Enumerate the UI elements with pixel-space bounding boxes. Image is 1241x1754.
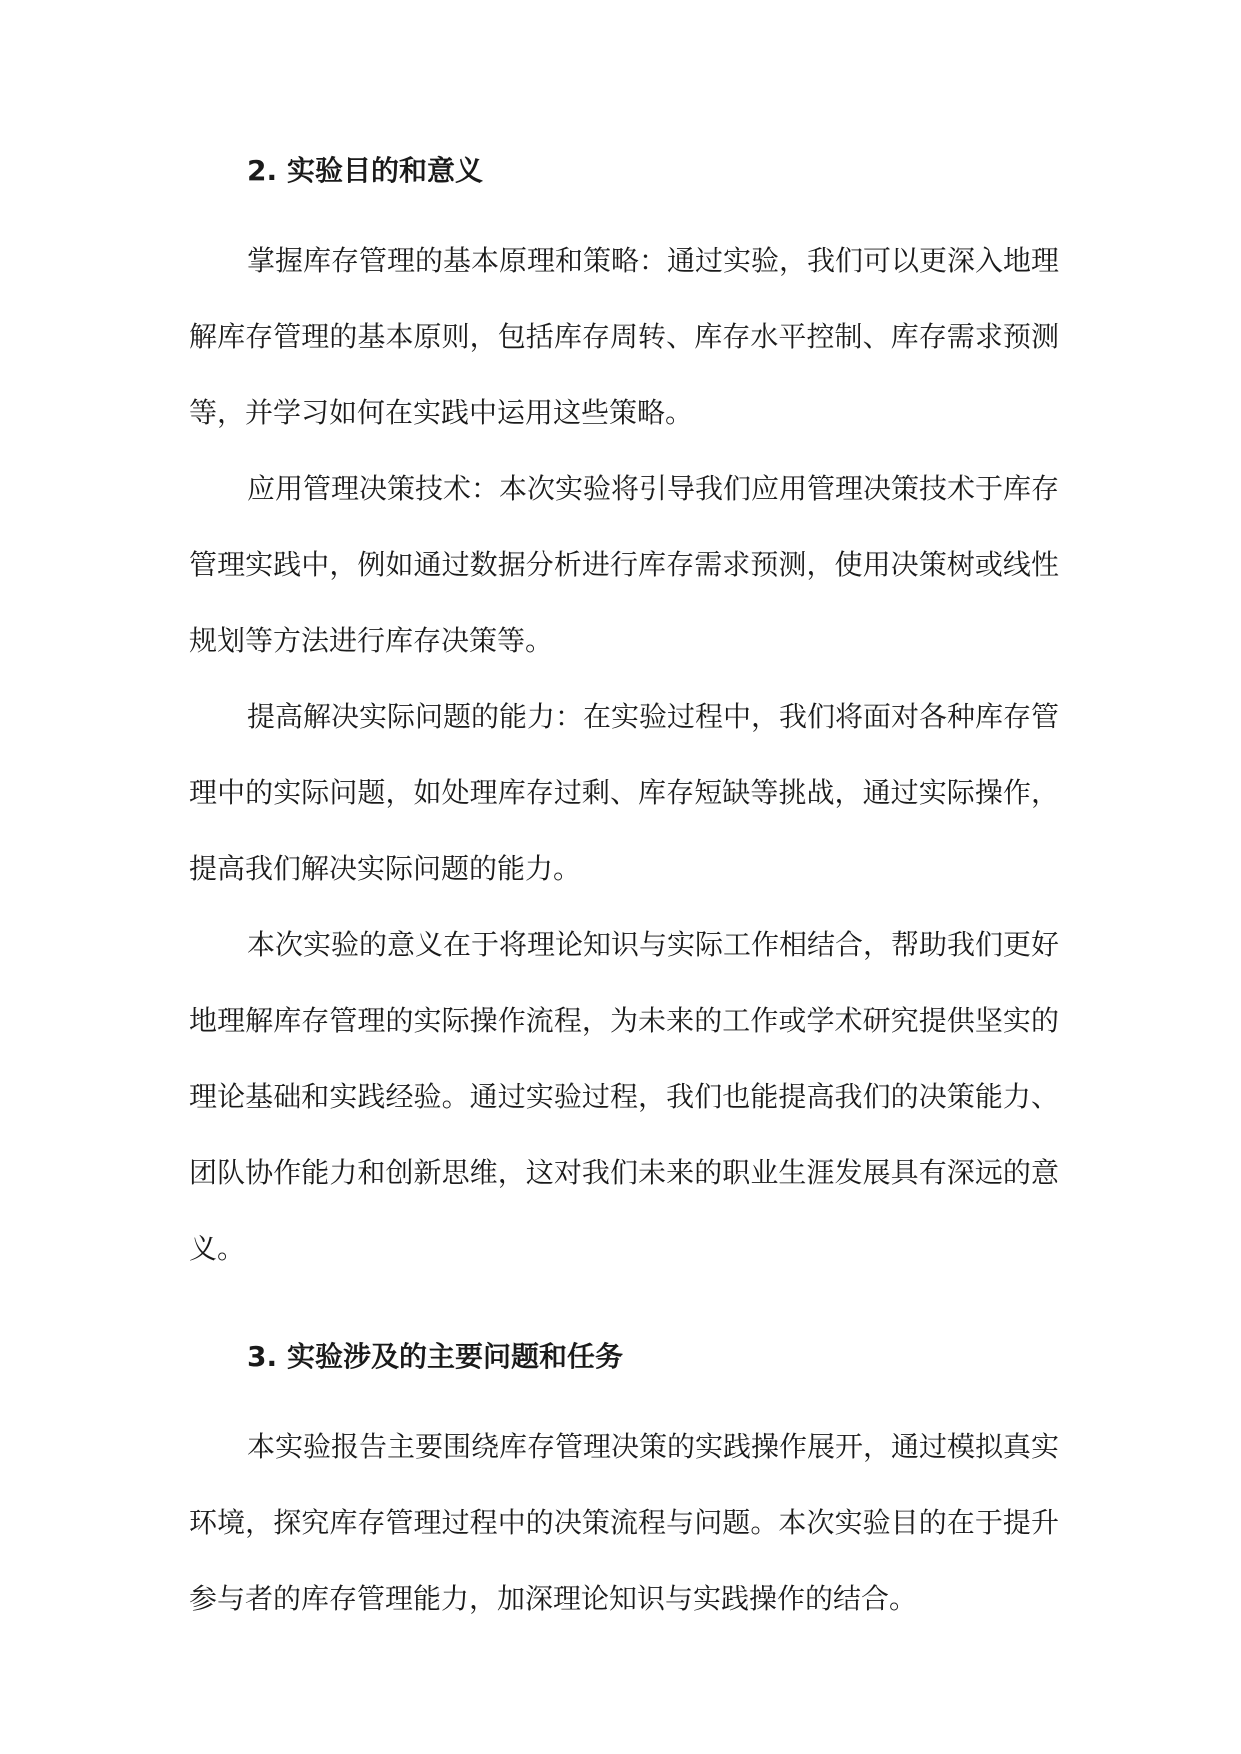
section-2-paragraph-1: 掌握库存管理的基本原理和策略：通过实验，我们可以更深入地理解库存管理的基本原则，包括库存周转、库存水平控制、库存需求预测等，并学习如何在实践中运用这些策略。 <box>189 244 1060 429</box>
section-2-title: 实验目的和意义 <box>287 154 484 187</box>
section-3-paragraph-1: 本实验报告主要围绕库存管理决策的实践操作展开，通过模拟真实环境，探究库存管理过程中的决策流程与问题。本次实验目的在于提升参与者的库存管理能力，加深理论知识与实践操作的结合。 <box>189 1430 1060 1615</box>
section-3-heading <box>189 1331 1059 1383</box>
document-body <box>189 145 1059 1637</box>
section-2-paragraph-4: 本次实验的意义在于将理论知识与实际工作相结合，帮助我们更好地理解库存管理的实际操作流程，为未来的工作或学术研究提供坚实的理论基础和实践经验。通过实验过程，我们也能提高我们的决策能力、团队协作能力和创新思维，这对我们未来的职业生涯发展具有深远的意义。 <box>189 928 1060 1265</box>
section-2-paragraph-3: 提高解决实际问题的能力：在实验过程中，我们将面对各种库存管理中的实际问题，如处理库存过剩、库存短缺等挑战，通过实际操作，提高我们解决实际问题的能力。 <box>189 700 1060 885</box>
section-2-number: 2. <box>247 154 278 187</box>
section-3-title: 实验涉及的主要问题和任务 <box>287 1340 624 1373</box>
section-3-number: 3. <box>247 1340 278 1373</box>
section-2-heading <box>189 145 1059 197</box>
section-2-paragraph-2: 应用管理决策技术：本次实验将引导我们应用管理决策技术于库存管理实践中，例如通过数据分析进行库存需求预测，使用决策树或线性规划等方法进行库存决策等。 <box>189 472 1060 657</box>
